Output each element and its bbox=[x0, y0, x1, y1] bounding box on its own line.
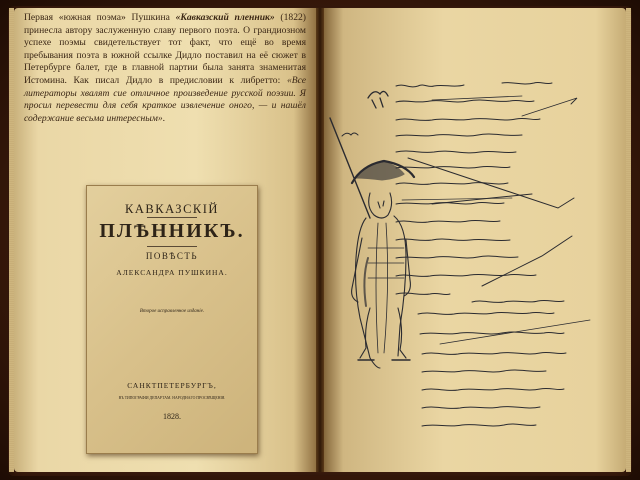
title-page-author: АЛЕКСАНДРА ПУШКИНА. bbox=[116, 268, 228, 277]
intro-text-part-3: . bbox=[162, 112, 166, 124]
title-page-city: САНКТПЕТЕРБУРГЪ, bbox=[127, 381, 217, 390]
title-rule-bottom bbox=[147, 246, 197, 247]
title-page-edition: Второе исправленное изданіе. bbox=[139, 309, 205, 314]
handwritten-verses-upper bbox=[396, 82, 577, 294]
intro-text-part-2: (1822) принесла автору заслуженную славу первого поэта. О грандиозном успехе поэмы свидетельствует тот факт, что ещё во время пребывания поэта в южной ссылке Дидло поставил на её сюжет в Петербурге балет, где в главной партии была занята знаменитая Истомина. Как писал Дидло в предисловии к либретто: bbox=[24, 12, 306, 86]
pushkin-manuscript-with-sketch bbox=[322, 8, 626, 472]
title-page-title2: ПЛѢННИКЪ. bbox=[99, 220, 245, 242]
title-page-year: 1828. bbox=[163, 412, 181, 421]
title-page-title: КАВКАЗСКІЙ bbox=[125, 202, 219, 216]
page-edges-right bbox=[626, 8, 631, 472]
poem-title-reference: «Кавказский пленник» bbox=[175, 12, 275, 23]
title-page-genre: ПОВѢСТЬ bbox=[145, 251, 199, 261]
title-page-printer: ВЪ ТИПОГРАФІИ ДЕПАРТАМ. НАРОДНАГО ПРОСВѢЩЕНІЯ. bbox=[118, 396, 226, 400]
strike-lines bbox=[408, 158, 574, 286]
handwritten-verses-lower bbox=[418, 300, 590, 426]
intro-text bbox=[24, 12, 306, 125]
book-title-page bbox=[86, 185, 258, 454]
title-rule-top bbox=[147, 217, 197, 218]
intro-text-part-1: Первая «южная поэма» Пушкина bbox=[24, 12, 176, 23]
small-bird-sketch-icon bbox=[342, 133, 358, 136]
circassian-figure-sketch bbox=[330, 118, 414, 368]
bird-sketch-icon bbox=[368, 91, 388, 108]
didlo-quote: «Все литераторы хвалят сие отличное произведение русской поэзии. Я просил перевести для себя краткое извлечение оного, — и нашёл содержание весьма интересным» bbox=[24, 74, 306, 124]
